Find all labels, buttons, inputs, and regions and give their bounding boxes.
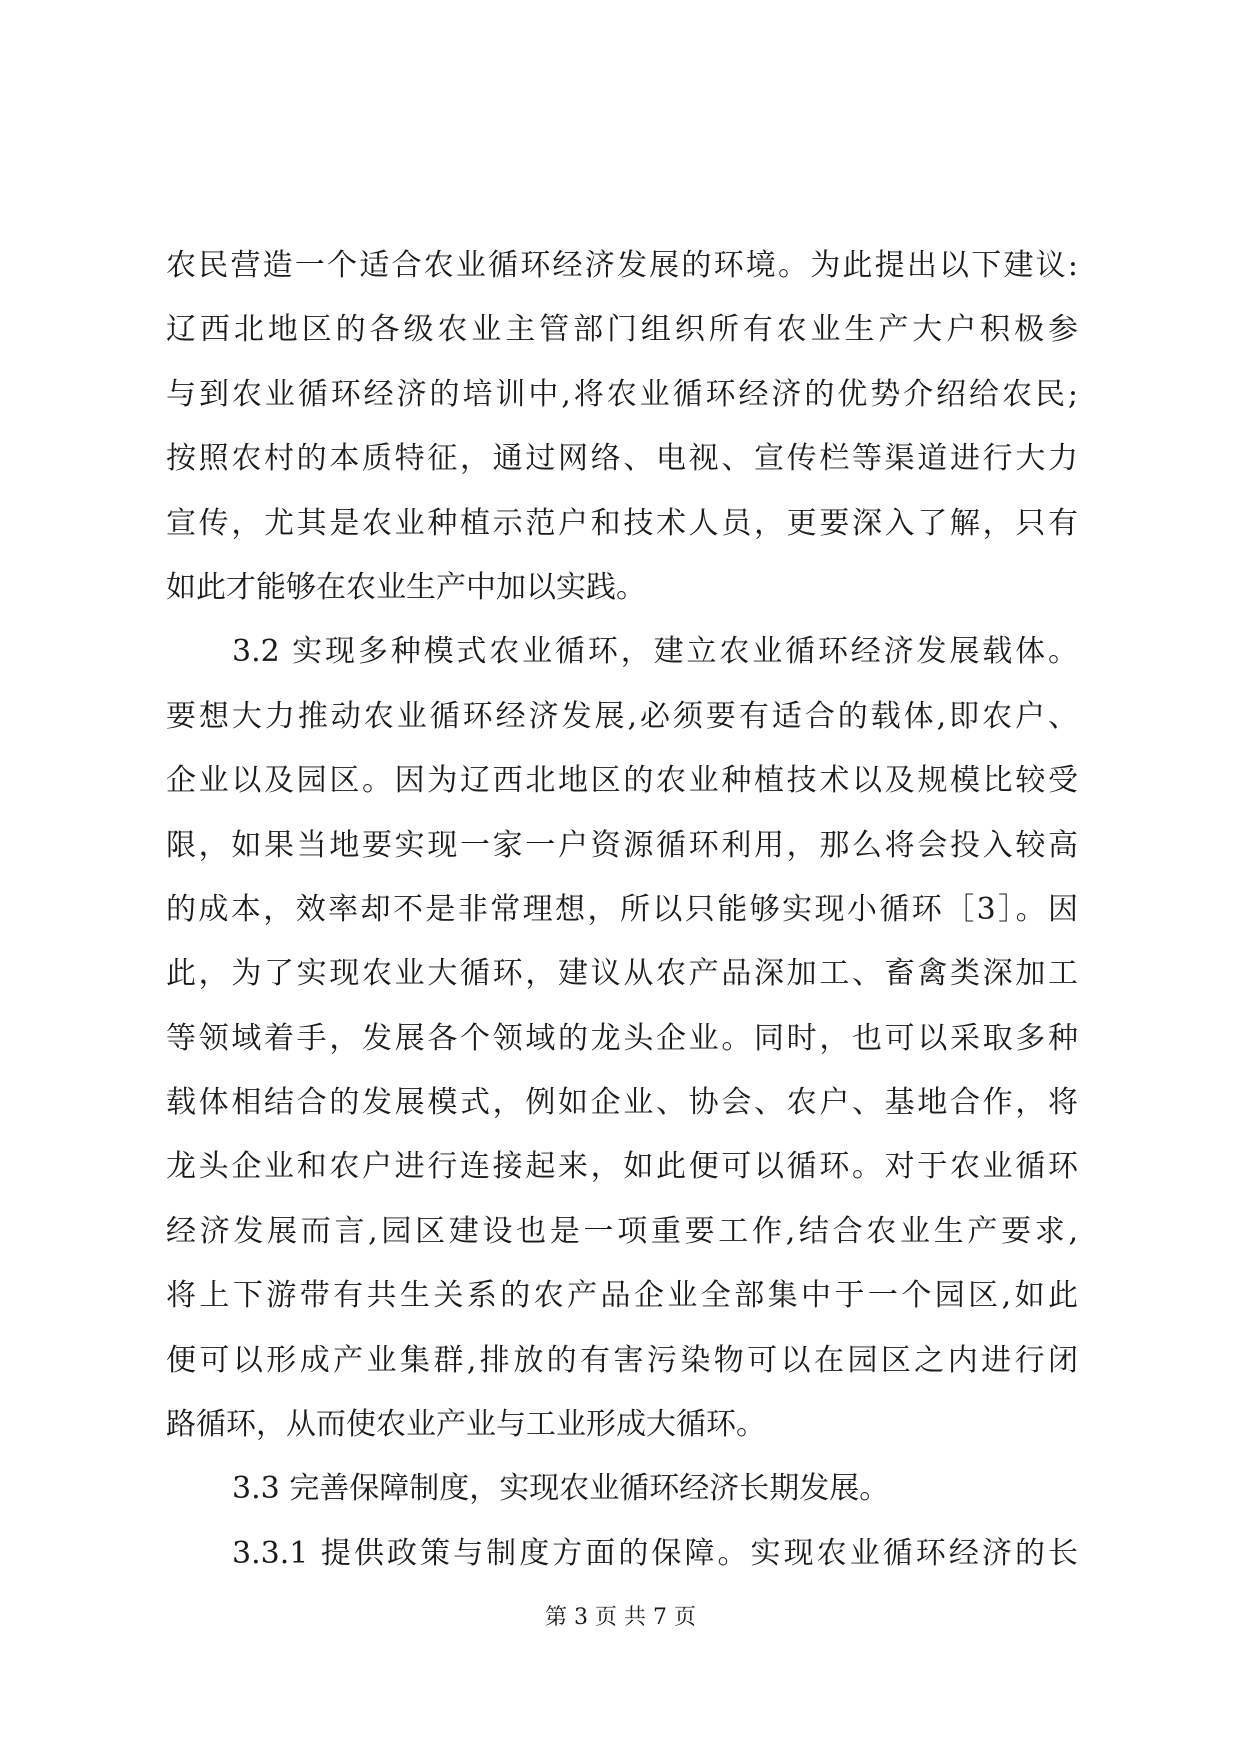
- text-line: 企业以及园区。因为辽西北地区的农业种植技术以及规模比较受: [166, 763, 1078, 799]
- text-line: 农民营造一个适合农业循环经济发展的环境。为此提出以下建议:: [166, 248, 1078, 283]
- text-line: 宣传，尤其是农业种植示范户和技术人员，更要深入了解，只有: [166, 505, 1078, 541]
- text-line: 便可以形成产业集群,排放的有害污染物可以在园区之内进行闭: [166, 1342, 1078, 1378]
- text-line: 载体相结合的发展模式，例如企业、协会、农户、基地合作，将: [166, 1085, 1078, 1121]
- text-line: 如此才能够在农业生产中加以实践。: [166, 569, 646, 605]
- text-line: 此，为了实现农业大循环，建议从农产品深加工、畜禽类深加工: [166, 956, 1078, 992]
- text-line: 限，如果当地要实现一家一户资源循环利用，那么将会投入较高: [166, 827, 1078, 863]
- text-line: 等领域着手，发展各个领域的龙头企业。同时，也可以采取多种: [166, 1020, 1078, 1056]
- text-line: 与到农业循环经济的培训中,将农业循环经济的优势介绍给农民;: [166, 376, 1078, 412]
- text-line: 龙头企业和农户进行连接起来，如此便可以循环。对于农业循环: [166, 1149, 1078, 1185]
- text-line: 路循环，从而使农业产业与工业形成大循环。: [166, 1407, 766, 1443]
- text-line: 按照农村的本质特征，通过网络、电视、宣传栏等渠道进行大力: [166, 441, 1078, 477]
- text-line: 3.3 完善保障制度，实现农业循环经济长期发展。: [232, 1471, 890, 1507]
- text-line: 要想大力推动农业循环经济发展,必须要有适合的载体,即农户、: [166, 698, 1078, 734]
- text-line: 3.2 实现多种模式农业循环，建立农业循环经济发展载体。: [232, 634, 1078, 670]
- page-footer: 第 3 页 共 7 页: [545, 1605, 696, 1630]
- text-line: 经济发展而言,园区建设也是一项重要工作,结合农业生产要求,: [166, 1213, 1078, 1249]
- text-line: 的成本，效率却不是非常理想，所以只能够实现小循环［3］。因: [166, 891, 1078, 927]
- document-body: [166, 234, 1078, 1586]
- text-line: 辽西北地区的各级农业主管部门组织所有农业生产大户积极参: [166, 312, 1078, 348]
- text-line: 3.3.1 提供政策与制度方面的保障。实现农业循环经济的长: [232, 1535, 1078, 1571]
- text-line: 将上下游带有共生关系的农产品企业全部集中于一个园区,如此: [166, 1278, 1078, 1314]
